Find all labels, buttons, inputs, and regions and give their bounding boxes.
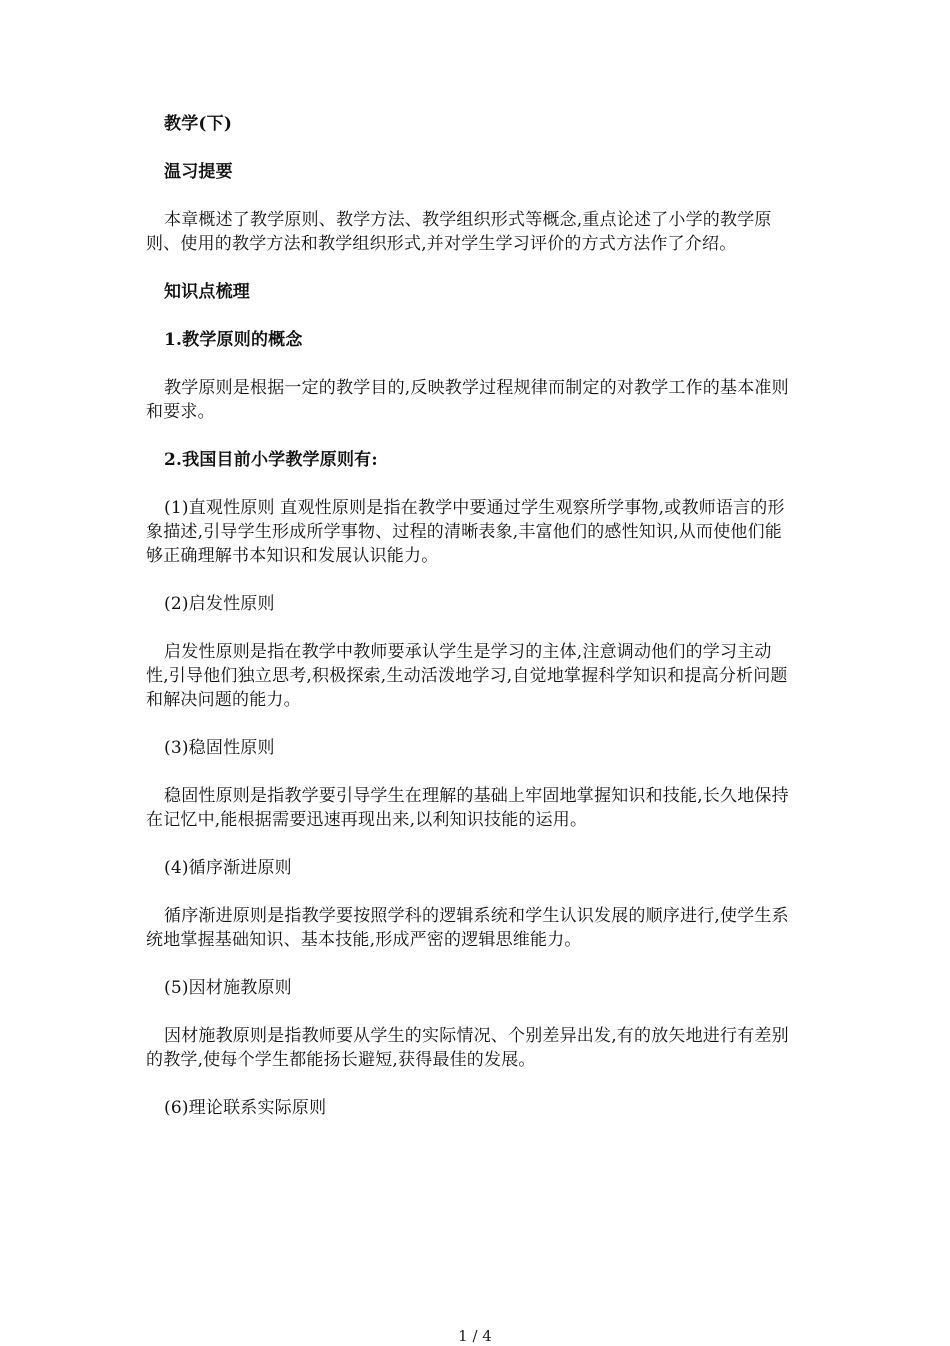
document-page [146,112,794,1144]
principle4-title: (4)循序渐进原则 [164,858,292,878]
page-number: 1 / 4 [458,1327,492,1345]
section1-paragraph: 教学原则是根据一定的教学目的,反映教学过程规律而制定的对教学工作的基本准则和要求。 [146,378,789,422]
principle2-title: (2)启发性原则 [164,594,275,614]
principle6-title: (6)理论联系实际原则 [164,1098,327,1118]
section2-heading: 2.我国目前小学教学原则有: [164,450,378,470]
principle2-paragraph: 启发性原则是指在教学中教师要承认学生是学习的主体,注意调动他们的学习主动性,引导他们独立思考,积极探索,生动活泼地学习,自觉地掌握科学知识和提高分析问题和解决问题的能力。 [146,642,788,710]
principle5-title: (5)因材施教原则 [164,978,292,998]
principle3-paragraph: 稳固性原则是指教学要引导学生在理解的基础上牢固地掌握知识和技能,长久地保持在记忆中,能根据需要迅速再现出来,以利知识技能的运用。 [146,786,789,830]
principle3-title: (3)稳固性原则 [164,738,275,758]
review-paragraph: 本章概述了教学原则、教学方法、教学组织形式等概念,重点论述了小学的教学原则、使用的教学方法和教学组织形式,并对学生学习评价的方式方法作了介绍。 [146,210,772,254]
section1-heading: 1.教学原则的概念 [164,330,303,350]
principle4-paragraph: 循序渐进原则是指教学要按照学科的逻辑系统和学生认识发展的顺序进行,使学生系统地掌握基础知识、基本技能,形成严密的逻辑思维能力。 [146,906,789,950]
principle1-paragraph: (1)直观性原则 直观性原则是指在教学中要通过学生观察所学事物,或教师语言的形象描述,引导学生形成所学事物、过程的清晰表象,丰富他们的感性知识,从而使他们能够正确理解书本知识和发展认识能力。 [146,498,785,566]
review-heading: 温习提要 [164,162,233,182]
knowledge-heading: 知识点梳理 [164,282,250,302]
principle5-paragraph: 因材施教原则是指教师要从学生的实际情况、个别差异出发,有的放矢地进行有差别的教学,使每个学生都能扬长避短,获得最佳的发展。 [146,1026,789,1070]
document-title: 教学(下) [164,114,233,134]
